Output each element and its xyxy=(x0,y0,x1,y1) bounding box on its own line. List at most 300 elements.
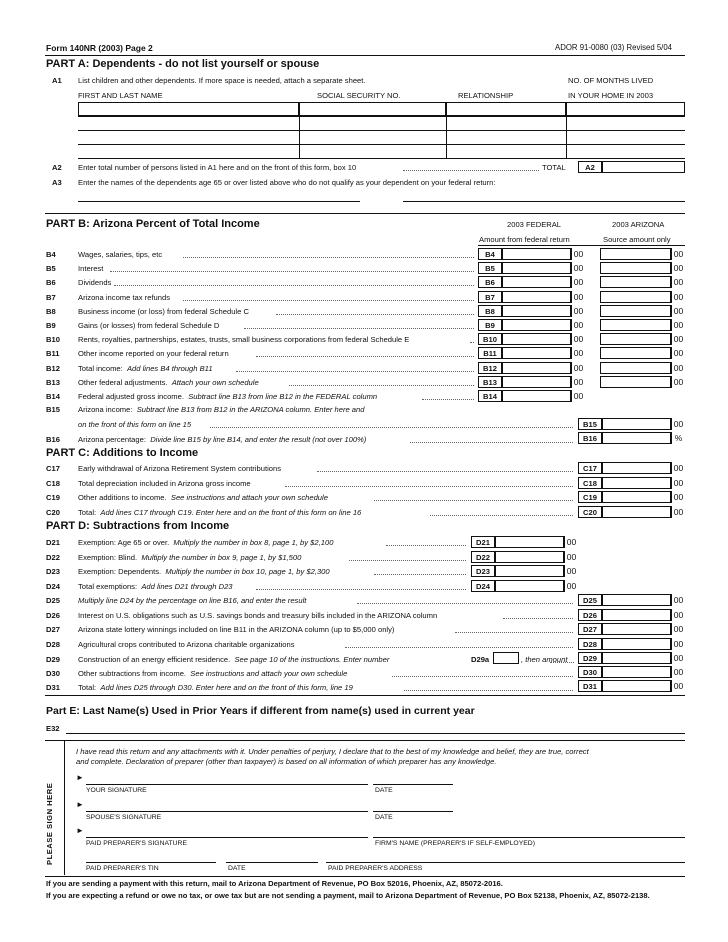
b8-label: Business income (or loss) from federal Schedule C xyxy=(78,307,249,316)
d21-box-label: D21 xyxy=(471,536,495,548)
b9-arizona-cents: 00 xyxy=(671,319,685,331)
line-text-b4 xyxy=(78,251,162,259)
preparer-address-field[interactable] xyxy=(326,862,685,863)
c18-label: Total depreciation included in Arizona gross income xyxy=(78,479,251,488)
d26-amount-field[interactable] xyxy=(602,609,671,621)
line-num-c17: C17 xyxy=(46,464,60,473)
part-d-bottom-rule xyxy=(45,695,685,696)
line-text-b7 xyxy=(78,294,170,302)
line-num-b5: B5 xyxy=(46,264,56,273)
c20-label: Total: xyxy=(78,508,97,517)
firm-name-label: FIRM'S NAME (PREPARER'S IF SELF-EMPLOYED) xyxy=(375,840,535,847)
d30-text xyxy=(78,670,347,678)
b8-box-label: B8 xyxy=(478,305,502,317)
b11-amount-field[interactable] xyxy=(502,347,571,359)
b10-box-label: B10 xyxy=(478,333,502,345)
b13-amount-field[interactable] xyxy=(502,376,571,388)
line-num-a1: A1 xyxy=(52,76,62,85)
d23-amount-field[interactable] xyxy=(495,565,564,577)
d31-instruction: Add lines D25 through D30. Enter here and on the front of this form, line 19 xyxy=(100,683,353,692)
d26-box-label: D26 xyxy=(578,609,602,621)
header-rule xyxy=(45,55,685,56)
line-text-c20 xyxy=(78,509,361,517)
c19-box-label: C19 xyxy=(578,491,602,503)
c17-leader-dots xyxy=(317,471,573,472)
b14-instruction: Subtract line B13 from line B12 in the FEDERAL column xyxy=(188,392,378,401)
b4-label: Wages, salaries, tips, etc xyxy=(78,250,163,259)
line-num-b13: B13 xyxy=(46,378,60,387)
line-text-b12 xyxy=(78,365,213,373)
line-text-b10 xyxy=(78,336,409,344)
line-num-d27: D27 xyxy=(46,625,60,634)
b8-cents: 00 xyxy=(571,305,585,317)
b9-label: Gains (or losses) from federal Schedule D xyxy=(78,321,220,330)
d22-box-label: D22 xyxy=(471,551,495,563)
line-text-b6 xyxy=(78,279,111,287)
d29a-label: D29a xyxy=(471,655,490,664)
d23-instruction: Multiply the number in box 10, page 1, by $2,300 xyxy=(165,567,330,576)
b15-instruction: Subtract line B13 from B12 in the ARIZONA column. Enter here and xyxy=(136,405,365,414)
d31-label: Total: xyxy=(78,683,97,692)
line-num-a2: A2 xyxy=(52,163,62,172)
preparer-tin-label: PAID PREPARER'S TIN xyxy=(86,865,159,872)
d29-box-label: D29 xyxy=(578,652,602,664)
b16-box-label: B16 xyxy=(578,432,602,444)
b13-label: Other federal adjustments. xyxy=(78,378,168,387)
b9-box-label: B9 xyxy=(478,319,502,331)
federal-col-sub: Amount from federal return xyxy=(479,235,570,244)
b4-arizona-cents: 00 xyxy=(671,248,685,260)
a2-total-label: TOTAL xyxy=(542,163,566,172)
d30-cents: 00 xyxy=(671,666,685,678)
line-text-d24 xyxy=(78,583,233,591)
a2-leader-dots xyxy=(403,170,539,171)
line-num-d28: D28 xyxy=(46,640,60,649)
b15-box-label: B15 xyxy=(578,418,602,430)
b10-label: Rents, royalties, partnerships, estates, trusts, small business corporations from federal Schedule E xyxy=(78,335,410,344)
b4-arizona-amount-field[interactable] xyxy=(600,248,671,260)
b5-label: Interest xyxy=(78,264,104,273)
b7-arizona-amount-field[interactable] xyxy=(600,291,671,303)
b11-cents: 00 xyxy=(571,347,585,359)
a3-field-1[interactable] xyxy=(78,201,360,202)
b12-arizona-amount-field[interactable] xyxy=(600,362,671,374)
d24-label: Total exemptions: xyxy=(78,582,138,591)
line-text-b11 xyxy=(78,350,229,358)
a2-total-field[interactable] xyxy=(602,161,685,173)
b11-box-label: B11 xyxy=(478,347,502,359)
d23-box-label: D23 xyxy=(471,565,495,577)
b5-cents: 00 xyxy=(571,262,585,274)
b12-leader-dots xyxy=(236,371,474,372)
b13-arizona-amount-field[interactable] xyxy=(600,376,671,388)
b16-percentage-field[interactable] xyxy=(602,432,671,444)
d29-text xyxy=(78,656,389,664)
d29-instruction: See page 10 of the instructions. Enter number xyxy=(234,655,390,664)
line-num-d21: D21 xyxy=(46,538,60,547)
line-num-b9: B9 xyxy=(46,321,56,330)
line-num-d29: D29 xyxy=(46,655,60,664)
d30-label: Other subtractions from income. xyxy=(78,669,187,678)
d25-instruction: Multiply line D24 by the percentage on line B16, and enter the result xyxy=(78,596,307,605)
d28-leader-dots xyxy=(345,647,573,648)
d22-instruction: Multiply the number in box 9, page 1, by $1,500 xyxy=(141,553,302,562)
line-text-b9 xyxy=(78,322,219,330)
b10-amount-field[interactable] xyxy=(502,333,571,345)
c19-leader-dots xyxy=(374,500,573,501)
line-num-d25: D25 xyxy=(46,596,60,605)
d25-leader-dots xyxy=(357,603,573,604)
d26-leader-dots xyxy=(503,618,573,619)
b4-leader-dots xyxy=(183,257,474,258)
c20-box-label: C20 xyxy=(578,506,602,518)
part-c-title: PART C: Additions to Income xyxy=(46,447,199,459)
declaration-line-1: I have read this return and any attachments with it. Under penalties of perjury, I declare that to the best of my knowledge and belief, they are true, correct xyxy=(76,747,589,756)
d31-box-label: D31 xyxy=(578,680,602,692)
dependent-ssn-field-1[interactable] xyxy=(299,102,446,116)
d28-label: Agricultural crops contributed to Arizona charitable organizations xyxy=(78,640,295,649)
d24-amount-field[interactable] xyxy=(495,580,564,592)
c20-instruction: Add lines C17 through C19. Enter here and on the front of this form on line 16 xyxy=(100,508,362,517)
d24-cents: 00 xyxy=(564,580,578,592)
d21-leader-dots xyxy=(386,545,466,546)
d21-amount-field[interactable] xyxy=(495,536,564,548)
c20-cents: 00 xyxy=(671,506,685,518)
d24-instruction: Add lines D21 through D23 xyxy=(141,582,233,591)
part-b-title: PART B: Arizona Percent of Total Income xyxy=(46,218,260,230)
d21-label: Exemption: Age 65 or over. xyxy=(78,538,170,547)
b12-cents: 00 xyxy=(571,362,585,374)
b14-box-label: B14 xyxy=(478,390,502,402)
c17-cents: 00 xyxy=(671,462,685,474)
c19-cents: 00 xyxy=(671,491,685,503)
months-header-2: IN YOUR HOME IN 2003 xyxy=(568,91,654,100)
d27-leader-dots xyxy=(455,632,573,633)
line-num-d31: D31 xyxy=(46,683,60,692)
d24-box-label: D24 xyxy=(471,580,495,592)
line-num-b6: B6 xyxy=(46,278,56,287)
line-text-d21 xyxy=(78,539,333,547)
date-field-2[interactable] xyxy=(373,811,453,812)
firm-name-field[interactable] xyxy=(373,837,685,838)
b10-arizona-amount-field[interactable] xyxy=(600,333,671,345)
b8-arizona-cents: 00 xyxy=(671,305,685,317)
part-a-title: PART A: Dependents - do not list yourself or spouse xyxy=(46,58,320,70)
date-field-3[interactable] xyxy=(226,862,318,863)
preparer-signature-field[interactable] xyxy=(86,837,368,838)
footer-payment-address: If you are sending a payment with this return, mail to Arizona Department of Revenue, PO Box 52016, Phoenix, AZ, 85072-2016. xyxy=(46,879,503,888)
d28-amount-field[interactable] xyxy=(602,638,671,650)
b13-box-label: B13 xyxy=(478,376,502,388)
d27-cents: 00 xyxy=(671,623,685,635)
d23-cents: 00 xyxy=(564,565,578,577)
dependent-relationship-field-1[interactable] xyxy=(446,102,566,116)
b11-arizona-amount-field[interactable] xyxy=(600,347,671,359)
line-text-d23 xyxy=(78,568,330,576)
b14-cents: 00 xyxy=(571,390,585,402)
d30-box-label: D30 xyxy=(578,666,602,678)
line-num-d22: D22 xyxy=(46,553,60,562)
line-text-d28 xyxy=(78,641,295,649)
line-num-c19: C19 xyxy=(46,493,60,502)
b15-leader-dots xyxy=(210,427,573,428)
d29-then-amount xyxy=(497,655,568,664)
line-num-b8: B8 xyxy=(46,307,56,316)
b7-arizona-cents: 00 xyxy=(671,291,685,303)
spouse-signature-arrow: ► xyxy=(76,800,84,809)
line-text-d27 xyxy=(78,626,394,634)
b6-cents: 00 xyxy=(571,276,585,288)
a3-field-2[interactable] xyxy=(403,201,685,202)
line-num-b16: B16 xyxy=(46,435,60,444)
d30-leader-dots xyxy=(392,676,573,677)
d22-label: Exemption: Blind. xyxy=(78,553,138,562)
d26-cents: 00 xyxy=(671,609,685,621)
b12-arizona-cents: 00 xyxy=(671,362,685,374)
b12-label: Total income: xyxy=(78,364,123,373)
date-label-1: DATE xyxy=(375,787,393,794)
b5-box-label: B5 xyxy=(478,262,502,274)
d25-cents: 00 xyxy=(671,594,685,606)
arizona-col-sub: Source amount only xyxy=(603,235,671,244)
b12-instruction: Add lines B4 through B11 xyxy=(126,364,213,373)
b9-amount-field[interactable] xyxy=(502,319,571,331)
d31-text xyxy=(78,684,353,692)
b16-instruction: Divide line B15 by line B14, and enter the result (not over 100%) xyxy=(150,435,367,444)
line-num-b15: B15 xyxy=(46,405,60,414)
b8-amount-field[interactable] xyxy=(502,305,571,317)
d21-instruction: Multiply the number in box 8, page 1, by $2,100 xyxy=(173,538,334,547)
b5-arizona-cents: 00 xyxy=(671,262,685,274)
b6-arizona-cents: 00 xyxy=(671,276,685,288)
a2-text: Enter total number of persons listed in A1 here and on the front of this form, box 10 xyxy=(78,163,357,172)
a2-box-label: A2 xyxy=(578,161,602,173)
line-num-d30: D30 xyxy=(46,669,60,678)
line-text-d22 xyxy=(78,554,301,562)
b6-box-label: B6 xyxy=(478,276,502,288)
d29-then-text: , then amount xyxy=(521,655,568,664)
line-text-d25 xyxy=(78,597,306,605)
b16-label: Arizona percentage: xyxy=(78,435,146,444)
part-e-bottom-rule xyxy=(45,740,685,741)
d22-cents: 00 xyxy=(564,551,578,563)
b6-leader-dots xyxy=(114,285,474,286)
b12-box-label: B12 xyxy=(478,362,502,374)
signature-bottom-rule xyxy=(45,876,685,877)
part-a-bottom-rule xyxy=(45,213,685,214)
line-num-d24: D24 xyxy=(46,582,60,591)
d23-leader-dots xyxy=(374,574,466,575)
line-text-b14 xyxy=(78,393,377,401)
c18-amount-field[interactable] xyxy=(602,477,671,489)
b8-leader-dots xyxy=(276,314,474,315)
your-signature-label: YOUR SIGNATURE xyxy=(86,787,147,794)
b6-label: Dividends xyxy=(78,278,112,287)
a3-text: Enter the names of the dependents age 65 or over listed above who do not qualify as your dependent on your federal return: xyxy=(78,178,496,187)
line-num-b7: B7 xyxy=(46,293,56,302)
b7-box-label: B7 xyxy=(478,291,502,303)
line-num-d23: D23 xyxy=(46,567,60,576)
b7-cents: 00 xyxy=(571,291,585,303)
your-signature-field[interactable] xyxy=(86,784,368,785)
preparer-tin-field[interactable] xyxy=(86,862,216,863)
b15-text-2: on the front of this form on line 15 xyxy=(78,420,192,429)
b13-cents: 00 xyxy=(571,376,585,388)
c18-cents: 00 xyxy=(671,477,685,489)
line-num-c18: C18 xyxy=(46,479,60,488)
b7-amount-field[interactable] xyxy=(502,291,571,303)
col-ssn-header: SOCIAL SECURITY NO. xyxy=(317,91,401,100)
b11-arizona-cents: 00 xyxy=(671,347,685,359)
b6-amount-field[interactable] xyxy=(502,276,571,288)
d28-cents: 00 xyxy=(671,638,685,650)
part-d-title: PART D: Subtractions from Income xyxy=(46,520,230,532)
b14-amount-field[interactable] xyxy=(502,390,571,402)
c18-leader-dots xyxy=(285,486,573,487)
line-num-d26: D26 xyxy=(46,611,60,620)
line-num-a3: A3 xyxy=(52,178,62,187)
col-relationship-header: RELATIONSHIP xyxy=(458,91,514,100)
footer-refund-address: If you are expecting a refund or owe no tax, or owe tax but are not sending a payment, mail to Arizona Department of Revenue, PO Box 52138, Phoenix, AZ, 85072-2138. xyxy=(46,891,650,900)
b9-cents: 00 xyxy=(571,319,585,331)
b4-amount-field[interactable] xyxy=(502,248,571,260)
line-num-b4: B4 xyxy=(46,250,56,259)
col-name-header: FIRST AND LAST NAME xyxy=(78,91,163,100)
d29-leader-dots xyxy=(550,662,574,663)
line-text-c18 xyxy=(78,480,251,488)
b16-percent-sign: % xyxy=(671,432,685,444)
b16-text xyxy=(78,436,366,444)
d27-label: Arizona state lottery winnings included on line B11 in the ARIZONA column (up to $5,000 only) xyxy=(78,625,395,634)
b13-leader-dots xyxy=(289,385,474,386)
line-num-b12: B12 xyxy=(46,364,60,373)
b7-label: Arizona income tax refunds xyxy=(78,293,171,302)
date-label-3: DATE xyxy=(228,865,246,872)
part-e-title: Part E: Last Name(s) Used in Prior Years if different from name(s) used in current year xyxy=(46,705,475,717)
line-text-d26 xyxy=(78,612,437,620)
date-field-1[interactable] xyxy=(373,784,453,785)
col-header-rule xyxy=(478,245,685,246)
d31-leader-dots xyxy=(404,690,573,691)
form-code: ADOR 91-0080 (03) Revised 5/04 xyxy=(555,43,673,52)
c20-leader-dots xyxy=(430,515,573,516)
b4-box-label: B4 xyxy=(478,248,502,260)
d26-label: Interest on U.S. obligations such as U.S. savings bonds and treasury bills included in the ARIZONA column xyxy=(78,611,438,620)
d23-label: Exemption: Dependents. xyxy=(78,567,162,576)
b7-leader-dots xyxy=(183,300,474,301)
date-label-2: DATE xyxy=(375,814,393,821)
d29-amount-field[interactable] xyxy=(602,652,671,664)
b11-leader-dots xyxy=(256,356,474,357)
b5-arizona-amount-field[interactable] xyxy=(600,262,671,274)
b15-amount-field[interactable] xyxy=(602,418,671,430)
d25-amount-field[interactable] xyxy=(602,594,671,606)
preparer-signature-label: PAID PREPARER'S SIGNATURE xyxy=(86,840,188,847)
d30-amount-field[interactable] xyxy=(602,666,671,678)
d30-instruction: See instructions and attach your own schedule xyxy=(190,669,348,678)
c18-box-label: C18 xyxy=(578,477,602,489)
d27-box-label: D27 xyxy=(578,623,602,635)
b5-leader-dots xyxy=(110,271,474,272)
b13-arizona-cents: 00 xyxy=(671,376,685,388)
line-text-b13 xyxy=(78,379,259,387)
spouse-signature-field[interactable] xyxy=(86,811,368,812)
b6-arizona-amount-field[interactable] xyxy=(600,276,671,288)
preparer-address-label: PAID PREPARER'S ADDRESS xyxy=(328,865,423,872)
form-title: Form 140NR (2003) Page 2 xyxy=(46,43,153,53)
d31-amount-field[interactable] xyxy=(602,680,671,692)
dependent-months-field-1[interactable] xyxy=(566,102,685,116)
d29-label: Construction of an energy efficient residence. xyxy=(78,655,231,664)
b9-leader-dots xyxy=(244,328,474,329)
c19-label: Other additions to income. xyxy=(78,493,167,502)
line-num-b11: B11 xyxy=(46,349,60,358)
e32-field[interactable] xyxy=(66,733,685,734)
declaration-line-2: and complete. Declaration of preparer (other than taxpayer) is based on all information of which preparer has any knowledge. xyxy=(76,757,497,766)
d25-box-label: D25 xyxy=(578,594,602,606)
d28-box-label: D28 xyxy=(578,638,602,650)
line-text-b8 xyxy=(78,308,249,316)
arizona-col-header: 2003 ARIZONA xyxy=(612,220,665,229)
line-num-b14: B14 xyxy=(46,392,60,401)
please-sign-here-label: PLEASE SIGN HERE xyxy=(45,782,54,865)
d31-cents: 00 xyxy=(671,680,685,692)
b15-label: Arizona income: xyxy=(78,405,133,414)
line-text-c19 xyxy=(78,494,328,502)
preparer-signature-arrow: ► xyxy=(76,826,84,835)
c17-label: Early withdrawal of Arizona Retirement System contributions xyxy=(78,464,282,473)
spouse-signature-label: SPOUSE'S SIGNATURE xyxy=(86,814,162,821)
dependent-name-field-1[interactable] xyxy=(78,102,299,116)
b9-arizona-amount-field[interactable] xyxy=(600,319,671,331)
d22-amount-field[interactable] xyxy=(495,551,564,563)
line-num-e32: E32 xyxy=(46,724,60,733)
a1-instructions: List children and other dependents. If more space is needed, attach a separate sheet. xyxy=(78,76,366,85)
your-signature-arrow: ► xyxy=(76,773,84,782)
c19-instruction: See instructions and attach your own schedule xyxy=(170,493,328,502)
c20-amount-field[interactable] xyxy=(602,506,671,518)
d22-leader-dots xyxy=(349,560,466,561)
b10-leader-dots xyxy=(470,342,474,343)
b15-text-1 xyxy=(78,406,364,414)
b12-amount-field[interactable] xyxy=(502,362,571,374)
d24-leader-dots xyxy=(256,589,466,590)
b16-leader-dots xyxy=(410,442,573,443)
b10-cents: 00 xyxy=(571,333,585,345)
b10-arizona-cents: 00 xyxy=(671,333,685,345)
line-num-c20: C20 xyxy=(46,508,60,517)
b15-cents: 00 xyxy=(671,418,685,430)
sign-area-divider xyxy=(64,741,65,875)
line-text-c17 xyxy=(78,465,281,473)
federal-col-header: 2003 FEDERAL xyxy=(507,220,562,229)
line-num-b10: B10 xyxy=(46,335,60,344)
c17-amount-field[interactable] xyxy=(602,462,671,474)
b8-arizona-amount-field[interactable] xyxy=(600,305,671,317)
d27-amount-field[interactable] xyxy=(602,623,671,635)
line-text-b5 xyxy=(78,265,103,273)
b5-amount-field[interactable] xyxy=(502,262,571,274)
c19-amount-field[interactable] xyxy=(602,491,671,503)
d21-cents: 00 xyxy=(564,536,578,548)
months-header-1: NO. OF MONTHS LIVED xyxy=(568,76,654,85)
b4-cents: 00 xyxy=(571,248,585,260)
b13-instruction: Attach your own schedule xyxy=(171,378,259,387)
c17-box-label: C17 xyxy=(578,462,602,474)
b14-leader-dots xyxy=(422,399,474,400)
b11-label: Other income reported on your federal return xyxy=(78,349,229,358)
b14-label: Federal adjusted gross income. xyxy=(78,392,184,401)
